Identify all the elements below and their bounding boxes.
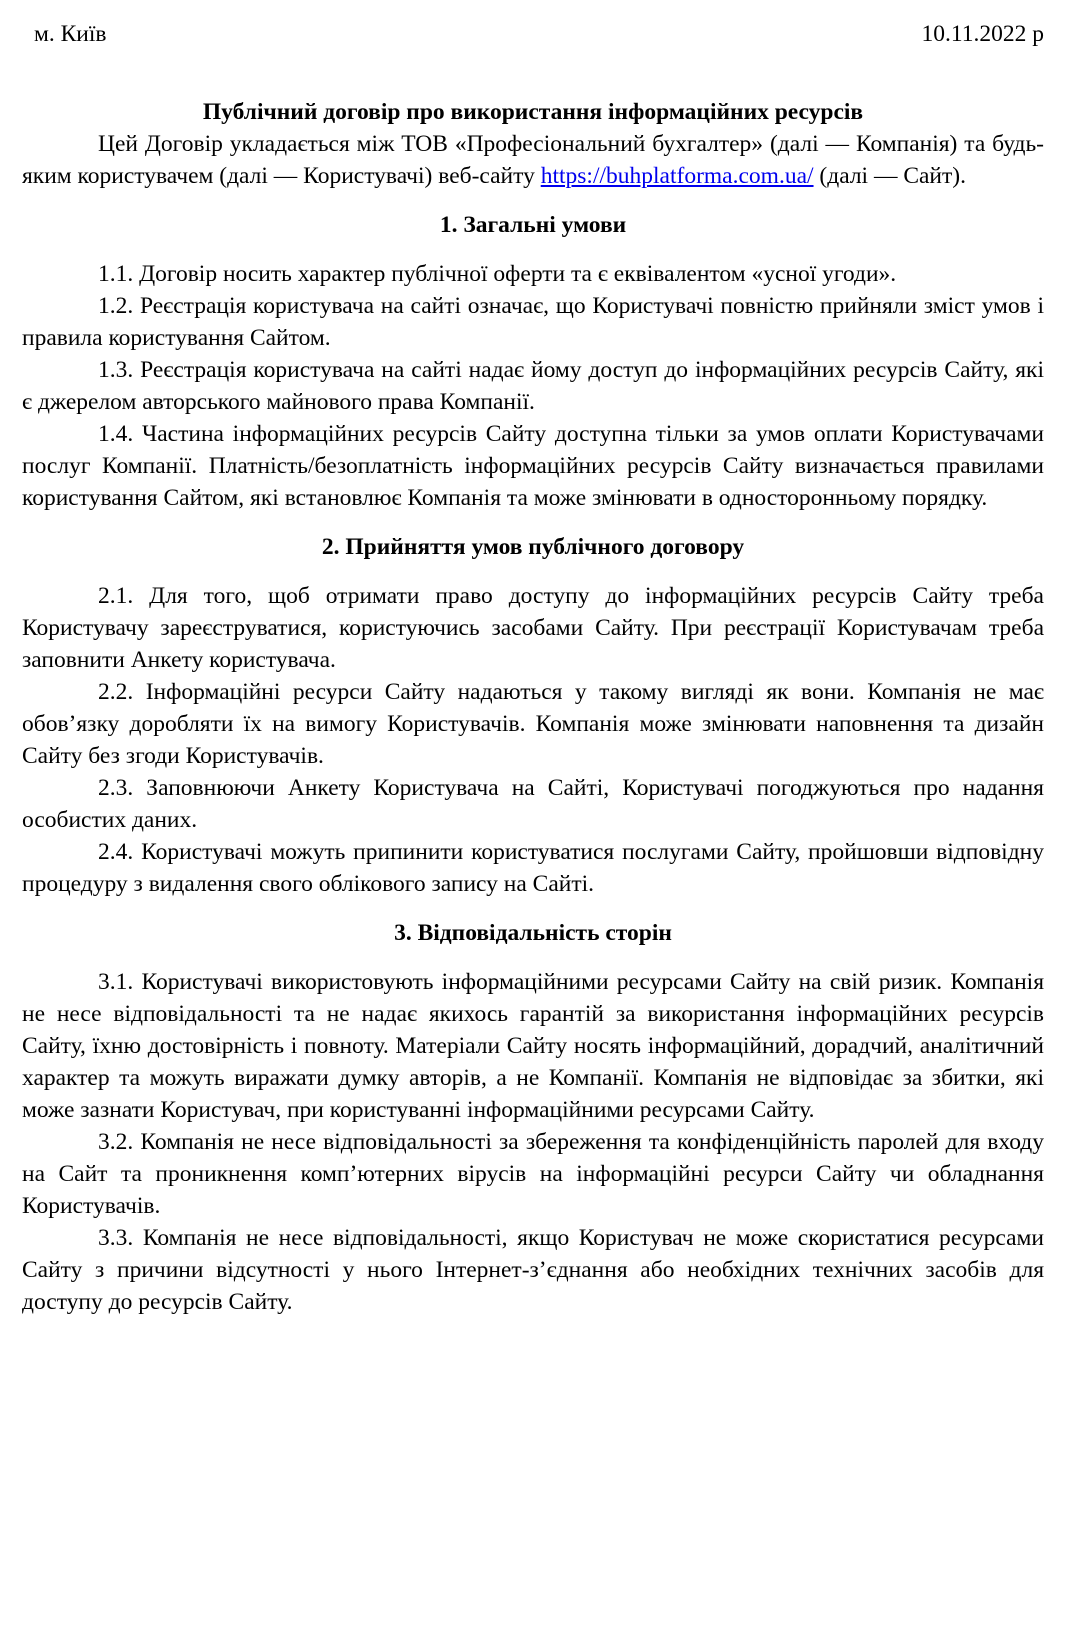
clause-1-2: 1.2. Реєстрація користувача на сайті означає, що Користувачі повністю прийняли зміст умов і правила користування Сайтом. bbox=[22, 293, 1044, 351]
intro-text-after-link: (далі — Сайт). bbox=[813, 163, 966, 189]
document-page bbox=[22, 18, 1044, 1318]
clause-2-4: 2.4. Користувачі можуть припинити користуватися послугами Сайту, пройшовши відповідну процедуру з видалення свого облікового запису на Сайті. bbox=[22, 839, 1044, 897]
clause-2-2: 2.2. Інформаційні ресурси Сайту надаються у такому вигляді як вони. Компанія не має обов’язку доробляти їх на вимогу Користувачів. Компанія може змінювати наповнення та дизайн Сайту без згоди Користувачів. bbox=[22, 679, 1044, 769]
date-label: 10.11.2022 р bbox=[921, 21, 1044, 47]
section-title-general: 1. Загальні умови bbox=[439, 212, 627, 238]
clause-3-1: 3.1. Користувачі використовують інформаційними ресурсами Сайту на свій ризик. Компанія не несе відповідальності та не надає якихось гарантій за використання інформаційних ресурсів Сайту, їхню достовірність і повноту. Матеріали Сайту носять інформаційний, дорадчий, аналітичний характер та можуть виражати думку авторів, а не Компанії. Компанія не відповідає за збитки, які може зазнати Користувач, при користуванні інформаційними ресурсами Сайту. bbox=[22, 969, 1044, 1123]
document-header bbox=[22, 18, 1044, 50]
clause-2-3: 2.3. Заповнюючи Анкету Користувача на Сайті, Користувачі погоджуються про надання особистих даних. bbox=[22, 775, 1044, 833]
city-label: м. Київ bbox=[34, 21, 107, 47]
clause-1-4: 1.4. Частина інформаційних ресурсів Сайту доступна тільки за умов оплати Користувачами послуг Компанії. Платність/безоплатність інформаційних ресурсів Сайту визначається правилами користування Сайтом, які встановлює Компанія та може змінювати в односторонньому порядку. bbox=[22, 421, 1044, 511]
document-title: Публічний договір про використання інформаційних ресурсів bbox=[202, 99, 864, 125]
clause-2-1: 2.1. Для того, щоб отримати право доступу до інформаційних ресурсів Сайту треба Користувачу зареєструватися, користуючись засобами Сайту. При реєстрації Користувачам треба заповнити Анкету користувача. bbox=[22, 583, 1044, 673]
clause-1-1: 1.1. Договір носить характер публічної оферти та є еквівалентом «усної угоди». bbox=[98, 261, 897, 287]
intro-text-before-link: Цей Договір укладається між ТОВ «Професіональний бухгалтер» (далі — Компанія) та будь-яким користувачем (далі — Користувачі) веб-сайту bbox=[22, 131, 1044, 189]
clause-3-3: 3.3. Компанія не несе відповідальності, якщо Користувач не може скористатися ресурсами Сайту з причини відсутності у нього Інтернет-з’єднання або необхідних технічних засобів для доступу до ресурсів Сайту. bbox=[22, 1225, 1044, 1315]
section-title-acceptance: 2. Прийняття умов публічного договору bbox=[321, 534, 745, 560]
site-link[interactable]: https://buhplatforma.com.ua/ bbox=[540, 163, 814, 189]
clause-1-3: 1.3. Реєстрація користувача на сайті надає йому доступ до інформаційних ресурсів Сайту, які є джерелом авторського майнового права Компанії. bbox=[22, 357, 1044, 415]
clause-3-2: 3.2. Компанія не несе відповідальності за збереження та конфіденційність паролей для входу на Сайт та проникнення комп’ютерних вірусів на інформаційні ресурси Сайту чи обладнання Користувачів. bbox=[22, 1129, 1044, 1219]
intro-paragraph bbox=[22, 128, 1044, 192]
section-title-responsibility: 3. Відповідальність сторін bbox=[394, 920, 672, 946]
